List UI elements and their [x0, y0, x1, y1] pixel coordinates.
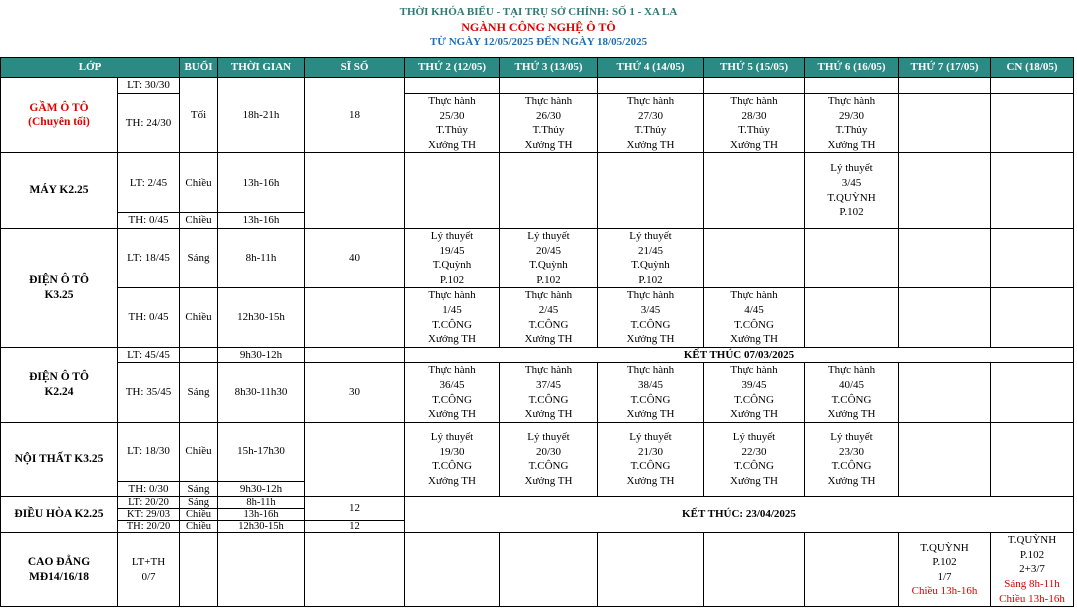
dien224-th: TH: 35/45	[118, 363, 180, 422]
noithat-th: TH: 0/30	[118, 481, 180, 497]
caodang-d7-time: Chiều 13h-16h	[911, 585, 978, 598]
gam-d3: Thực hành 26/30 T.Thủy Xưởng TH	[500, 94, 598, 153]
dien224-d5: Thực hành 39/45 T.CÔNG Xưởng TH	[704, 363, 805, 422]
col-t7: THỨ 7 (17/05)	[899, 58, 991, 78]
schedule-title: THỜI KHÓA BIỂU - TẠI TRỤ SỞ CHÍNH: SỐ 1 - XA LA	[399, 6, 678, 18]
col-thoigian: THỜI GIAN	[218, 58, 305, 78]
dien325-th-buoi: Chiều	[180, 288, 218, 347]
class-dieuhoa: ĐIỀU HÒA K2.25	[1, 497, 118, 533]
class-noithat: NỘI THẤT K3.25	[1, 422, 118, 497]
gam-d2: Thực hành 25/30 T.Thủy Xưởng TH	[405, 94, 500, 153]
dien224-siso: 30	[305, 363, 405, 422]
may-th: TH: 0/45	[118, 213, 180, 229]
noithat-d2: Lý thuyết 19/30 T.CÔNG Xưởng TH	[405, 422, 500, 497]
dieuhoa-kt-time: 13h-16h	[218, 509, 305, 521]
dieuhoa-th-siso: 12	[305, 521, 405, 533]
dieuhoa-lt-siso: 12	[305, 497, 405, 521]
dien224-th-time: 8h30-11h30	[218, 363, 305, 422]
may-lt: LT: 2/45	[118, 153, 180, 213]
may-th-time: 13h-16h	[218, 213, 305, 229]
header-row	[1, 58, 1074, 78]
dien325-th-d4: Thực hành 3/45 T.CÔNG Xưởng TH	[598, 288, 704, 347]
dieuhoa-kt: KT: 29/03	[118, 509, 180, 521]
dien325-th-d5: Thực hành 4/45 T.CÔNG Xưởng TH	[704, 288, 805, 347]
may-d6: Lý thuyết 3/45 T.QUỲNH P.102	[805, 153, 899, 229]
caodang-cn-time: Sáng 8h-11h Chiều 13h-16h	[999, 578, 1065, 605]
gam-lt: LT: 30/30	[118, 78, 180, 94]
dien224-th-buoi: Sáng	[180, 363, 218, 422]
col-buoi: BUỔI	[180, 58, 218, 78]
dieuhoa-lt-time: 8h-11h	[218, 497, 305, 509]
class-dien-k224: ĐIỆN Ô TÔ K2.24	[1, 347, 118, 422]
class-gam-sub: (Chuyên tối)	[28, 116, 90, 129]
gam-time: 18h-21h	[218, 78, 305, 153]
class-gam	[1, 78, 118, 153]
gam-buoi: Tối	[180, 78, 218, 153]
dien325-th: TH: 0/45	[118, 288, 180, 347]
noithat-lt: LT: 18/30	[118, 422, 180, 481]
dien224-lt: LT: 45/45	[118, 347, 180, 363]
dieuhoa-th: TH: 20/20	[118, 521, 180, 533]
noithat-th-buoi: Sáng	[180, 481, 218, 497]
col-t3: THỨ 3 (13/05)	[500, 58, 598, 78]
noithat-d5: Lý thuyết 22/30 T.CÔNG Xưởng TH	[704, 422, 805, 497]
dien325-lt-buoi: Sáng	[180, 228, 218, 287]
dieuhoa-lt: LT: 20/20	[118, 497, 180, 509]
noithat-lt-time: 15h-17h30	[218, 422, 305, 481]
may-lt-buoi: Chiều	[180, 153, 218, 213]
dien325-lt-d3: Lý thuyết 20/45 T.Quỳnh P.102	[500, 228, 598, 287]
major-title: NGÀNH CÔNG NGHỆ Ô TÔ	[461, 20, 616, 34]
col-lop: LỚP	[1, 58, 180, 78]
dien224-d6: Thực hành 40/45 T.CÔNG Xưởng TH	[805, 363, 899, 422]
caodang-d7-main: T.QUỲNH P.102 1/7	[920, 541, 969, 583]
may-lt-time: 13h-16h	[218, 153, 305, 213]
caodang-ltth: LT+TH 0/7	[118, 533, 180, 607]
noithat-d6: Lý thuyết 23/30 T.CÔNG Xưởng TH	[805, 422, 899, 497]
noithat-d3: Lý thuyết 20/30 T.CÔNG Xưởng TH	[500, 422, 598, 497]
dieuhoa-th-time: 12h30-15h	[218, 521, 305, 533]
dien224-lt-time: 9h30-12h	[218, 347, 305, 363]
dieuhoa-lt-buoi: Sáng	[180, 497, 218, 509]
class-caodang: CAO ĐẲNG MĐ14/16/18	[1, 533, 118, 607]
class-may: MÁY K2.25	[1, 153, 118, 229]
noithat-d4: Lý thuyết 21/30 T.CÔNG Xưởng TH	[598, 422, 704, 497]
dieuhoa-th-buoi: Chiều	[180, 521, 218, 533]
col-t5: THỨ 5 (15/05)	[704, 58, 805, 78]
col-cn: CN (18/05)	[991, 58, 1074, 78]
dieuhoa-kt-buoi: Chiều	[180, 509, 218, 521]
may-th-buoi: Chiều	[180, 213, 218, 229]
dien325-th-time: 12h30-15h	[218, 288, 305, 347]
timetable	[0, 57, 1074, 607]
class-dien-k325: ĐIỆN Ô TÔ K3.25	[1, 228, 118, 347]
dieuhoa-end: KẾT THÚC: 23/04/2025	[405, 497, 1074, 533]
caodang-cn	[991, 533, 1074, 607]
dien224-d3: Thực hành 37/45 T.CÔNG Xưởng TH	[500, 363, 598, 422]
col-t2: THỨ 2 (12/05)	[405, 58, 500, 78]
gam-d6: Thực hành 29/30 T.Thủy Xưởng TH	[805, 94, 899, 153]
caodang-cn-main: T.QUỲNH P.102 2+3/7	[1007, 534, 1057, 576]
dien325-siso: 40	[305, 228, 405, 287]
caodang-d7	[899, 533, 991, 607]
dien224-lt-end: KẾT THÚC 07/03/2025	[405, 347, 1074, 363]
col-t6: THỨ 6 (16/05)	[805, 58, 899, 78]
gam-th: TH: 24/30	[118, 94, 180, 153]
dien325-th-d3: Thực hành 2/45 T.CÔNG Xưởng TH	[500, 288, 598, 347]
dien224-d2: Thực hành 36/45 T.CÔNG Xưởng TH	[405, 363, 500, 422]
dien325-lt-d2: Lý thuyết 19/45 T.Quỳnh P.102	[405, 228, 500, 287]
noithat-lt-buoi: Chiều	[180, 422, 218, 481]
gam-siso: 18	[305, 78, 405, 153]
gam-d5: Thực hành 28/30 T.Thủy Xưởng TH	[704, 94, 805, 153]
dien325-th-d2: Thực hành 1/45 T.CÔNG Xưởng TH	[405, 288, 500, 347]
col-t4: THỨ 4 (14/05)	[598, 58, 704, 78]
gam-d4: Thực hành 27/30 T.Thủy Xưởng TH	[598, 94, 704, 153]
class-gam-name: GẦM Ô TÔ	[29, 101, 89, 114]
dien325-lt: LT: 18/45	[118, 228, 180, 287]
dien224-d4: Thực hành 38/45 T.CÔNG Xưởng TH	[598, 363, 704, 422]
dien325-lt-d4: Lý thuyết 21/45 T.Quỳnh P.102	[598, 228, 704, 287]
date-range: TỪ NGÀY 12/05/2025 ĐẾN NGÀY 18/05/2025	[429, 36, 648, 48]
noithat-th-time: 9h30-12h	[218, 481, 305, 497]
col-siso: SĨ SỐ	[305, 58, 405, 78]
dien325-lt-time: 8h-11h	[218, 228, 305, 287]
